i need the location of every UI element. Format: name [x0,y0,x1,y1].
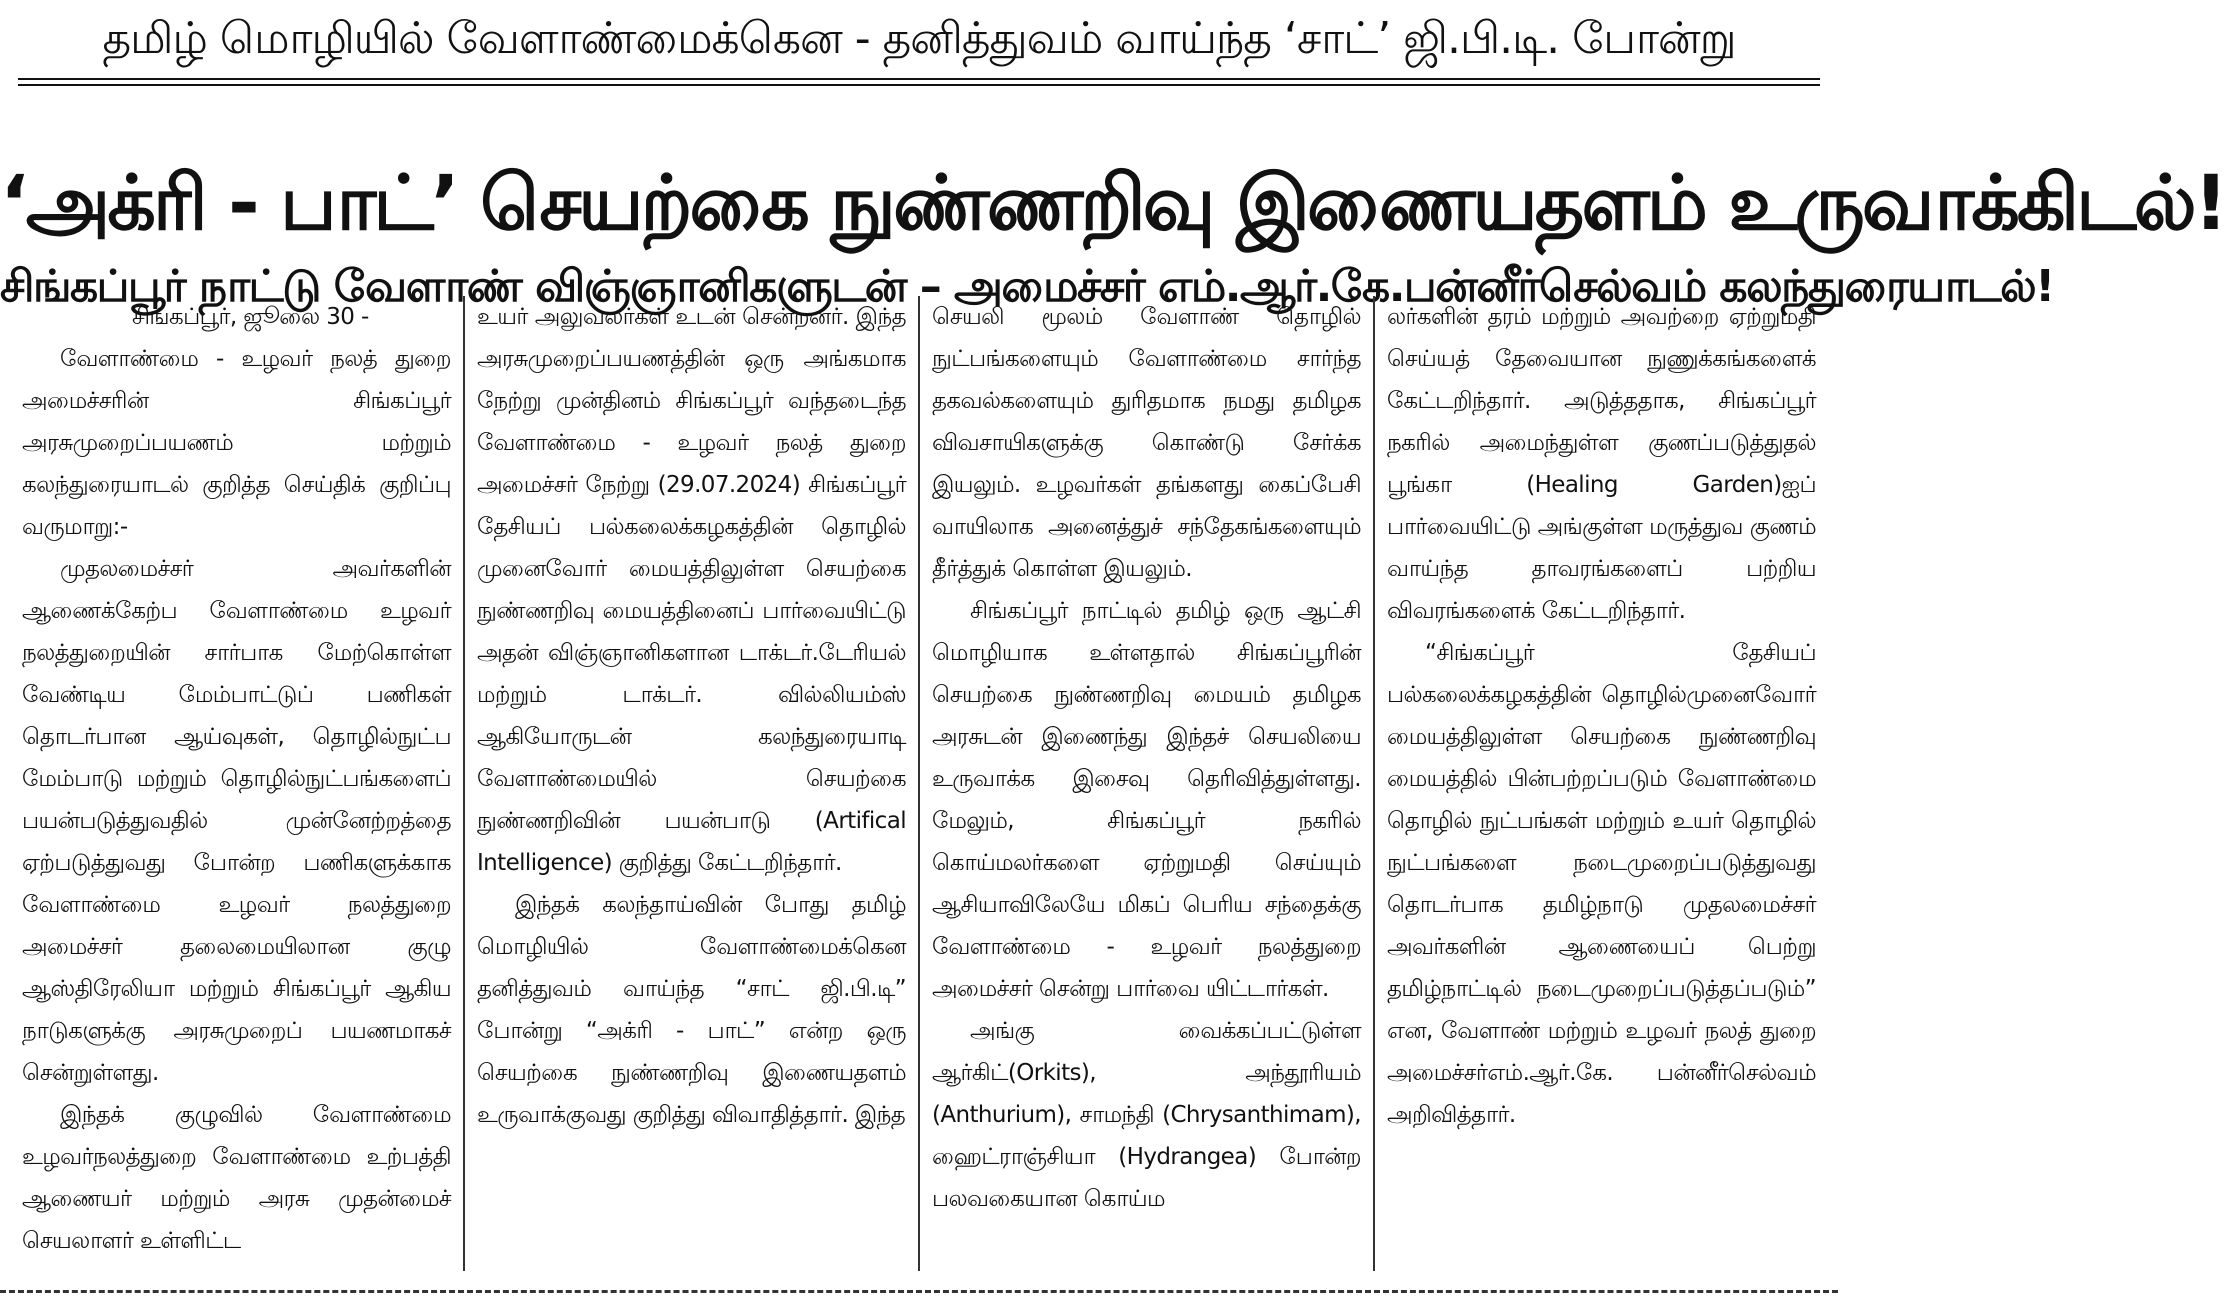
article-column-3 [918,296,1373,1271]
bottom-dashed-rule [0,1290,1838,1293]
paragraph: சிங்கப்பூர் நாட்டில் தமிழ் ஒரு ஆட்சி மொழியாக உள்ளதால் சிங்கப்பூரின் செயற்கை நுண்ணறிவு மையம் தமிழக அரசுடன் இணைந்து இந்தச் செயலியை உருவாக்க இசைவு தெரிவித்துள்ளது. மேலும், சிங்கப்பூர் நகரில் கொய்மலர்களை ஏற்றுமதி செய்யும் ஆசியாவிலேயே மிகப் பெரிய சந்தைக்கு வேளாண்மை - உழவர் நலத்துறை அமைச்சர் சென்று பார்வை யிட்டார்கள். [932,598,1361,1002]
paragraph: அங்கு வைக்கப்பட்டுள்ள ஆர்கிட்(Orkits), அந்தூரியம் (Anthurium), சாமந்தி (Chrysanthimam), ஹைட்ராஞ்சியா (Hydrangea) போன்ற பலவகையான கொய்ம [932,1018,1361,1212]
paragraph: “சிங்கப்பூர் தேசியப் பல்கலைக்கழகத்தின் தொழில்முனைவோர் மையத்திலுள்ள செயற்கை நுண்ணறிவு மையத்தில் பின்பற்றப்படும் வேளாண்மை தொழில் நுட்பங்கள் மற்றும் உயர் தொழில் நுட்பங்களை நடைமுறைப்படுத்துவது தொடர்பாக தமிழ்நாடு முதலமைச்சர் அவர்களின் ஆணையைப் பெற்று தமிழ்நாட்டில் நடைமுறைப்படுத்தப்படும்” என, வேளாண் மற்றும் உழவர் நலத் துறை அமைச்சர்எம்.ஆர்.கே. பன்னீர்செல்வம் அறிவித்தார். [1387,640,1816,1128]
article-column-4 [1373,296,1828,1271]
kicker-rule-lower [18,84,1820,86]
article-column-2 [463,296,918,1271]
paragraph: லர்களின் தரம் மற்றும் அவற்றை ஏற்றுமதி செய்யத் தேவையான நுணுக்கங்களைக் கேட்டறிந்தார். அடுத்ததாக, சிங்கப்பூர் நகரில் அமைந்துள்ள குணப்படுத்துதல் பூங்கா (Healing Garden)ஐப் பார்வையிட்டு அங்குள்ள மருத்துவ குணம் வாய்ந்த தாவரங்களைப் பற்றிய விவரங்களைக் கேட்டறிந்தார். [1387,304,1816,624]
paragraph: செயலி மூலம் வேளாண் தொழில் நுட்பங்களையும் வேளாண்மை சார்ந்த தகவல்களையும் துரிதமாக நமது தமிழக விவசாயிகளுக்கு கொண்டு சேர்க்க இயலும். உழவர்கள் தங்களது கைப்பேசி வாயிலாக அனைத்துச் சந்தேகங்களையும் தீர்த்துக் கொள்ள இயலும். [932,304,1361,582]
kicker-rule [18,78,1820,80]
headline: ‘அக்ரி - பாட்’ செயற்கை நுண்ணறிவு இணையதளம் உருவாக்கிடல்! [0,157,2225,247]
dateline: சிங்கப்பூர், ஜூலை 30 - [132,304,369,330]
paragraph: இந்தக் குழுவில் வேளாண்மை உழவர்நலத்துறை வேளாண்மை உற்பத்தி ஆணையர் மற்றும் அரசு முதன்மைச் செயலாளர் உள்ளிட்ட [22,1102,451,1254]
article-column-1 [10,296,463,1271]
paragraph: வேளாண்மை - உழவர் நலத் துறை அமைச்சரின் சிங்கப்பூர் அரசுமுறைப்பயணம் மற்றும் கலந்துரையாடல் குறித்த செய்திக் குறிப்பு வருமாறு:- [22,346,451,540]
paragraph: முதலமைச்சர் அவர்களின் ஆணைக்கேற்ப வேளாண்மை உழவர் நலத்துறையின் சார்பாக மேற்கொள்ள வேண்டிய மேம்பாட்டுப் பணிகள் தொடர்பான ஆய்வுகள், தொழில்நுட்ப மேம்பாடு மற்றும் தொழில்நுட்பங்களைப் பயன்படுத்துவதில் முன்னேற்றத்தை ஏற்படுத்துவது போன்ற பணிகளுக்காக வேளாண்மை உழவர் நலத்துறை அமைச்சர் தலைமையிலான குழு ஆஸ்திரேலியா மற்றும் சிங்கப்பூர் ஆகிய நாடுகளுக்கு அரசுமுறைப் பயணமாகச் சென்றுள்ளது. [22,556,451,1086]
article-columns [10,296,1828,1271]
paragraph: இந்தக் கலந்தாய்வின் போது தமிழ் மொழியில் வேளாண்மைக்கென தனித்துவம் வாய்ந்த “சாட் ஜி.பி.டி” போன்று “அக்ரி - பாட்” என்ற ஒரு செயற்கை நுண்ணறிவு இணையதளம் உருவாக்குவது குறித்து விவாதித்தார். இந்த [477,892,906,1128]
paragraph: உயர் அலுவலர்கள் உடன் சென்றனர். இந்த அரசுமுறைப்பயணத்தின் ஒரு அங்கமாக நேற்று முன்தினம் சிங்கப்பூர் வந்தடைந்த வேளாண்மை - உழவர் நலத் துறை அமைச்சர் நேற்று (29.07.2024) சிங்கப்பூர் தேசியப் பல்கலைக்கழகத்தின் தொழில் முனைவோர் மையத்திலுள்ள செயற்கை நுண்ணறிவு மையத்தினைப் பார்வையிட்டு அதன் விஞ்ஞானிகளான டாக்டர்.டேரியல் மற்றும் டாக்டர். வில்லியம்ஸ் ஆகியோருடன் கலந்துரையாடி வேளாண்மையில் செயற்கை நுண்ணறிவின் பயன்பாடு (Artifical Intelligence) குறித்து கேட்டறிந்தார். [477,304,906,876]
kicker-line: தமிழ் மொழியில் வேளாண்மைக்கென - தனித்துவம் வாய்ந்த ‘சாட்’ ஜி.பி.டி. போன்று [102,13,1736,64]
subheadline: சிங்கப்பூர் நாட்டு வேளாண் விஞ்ஞானிகளுடன் – அமைச்சர் எம்.ஆர்.கே.பன்னீர்செல்வம் கலந்துரையாடல்! [0,260,2054,312]
